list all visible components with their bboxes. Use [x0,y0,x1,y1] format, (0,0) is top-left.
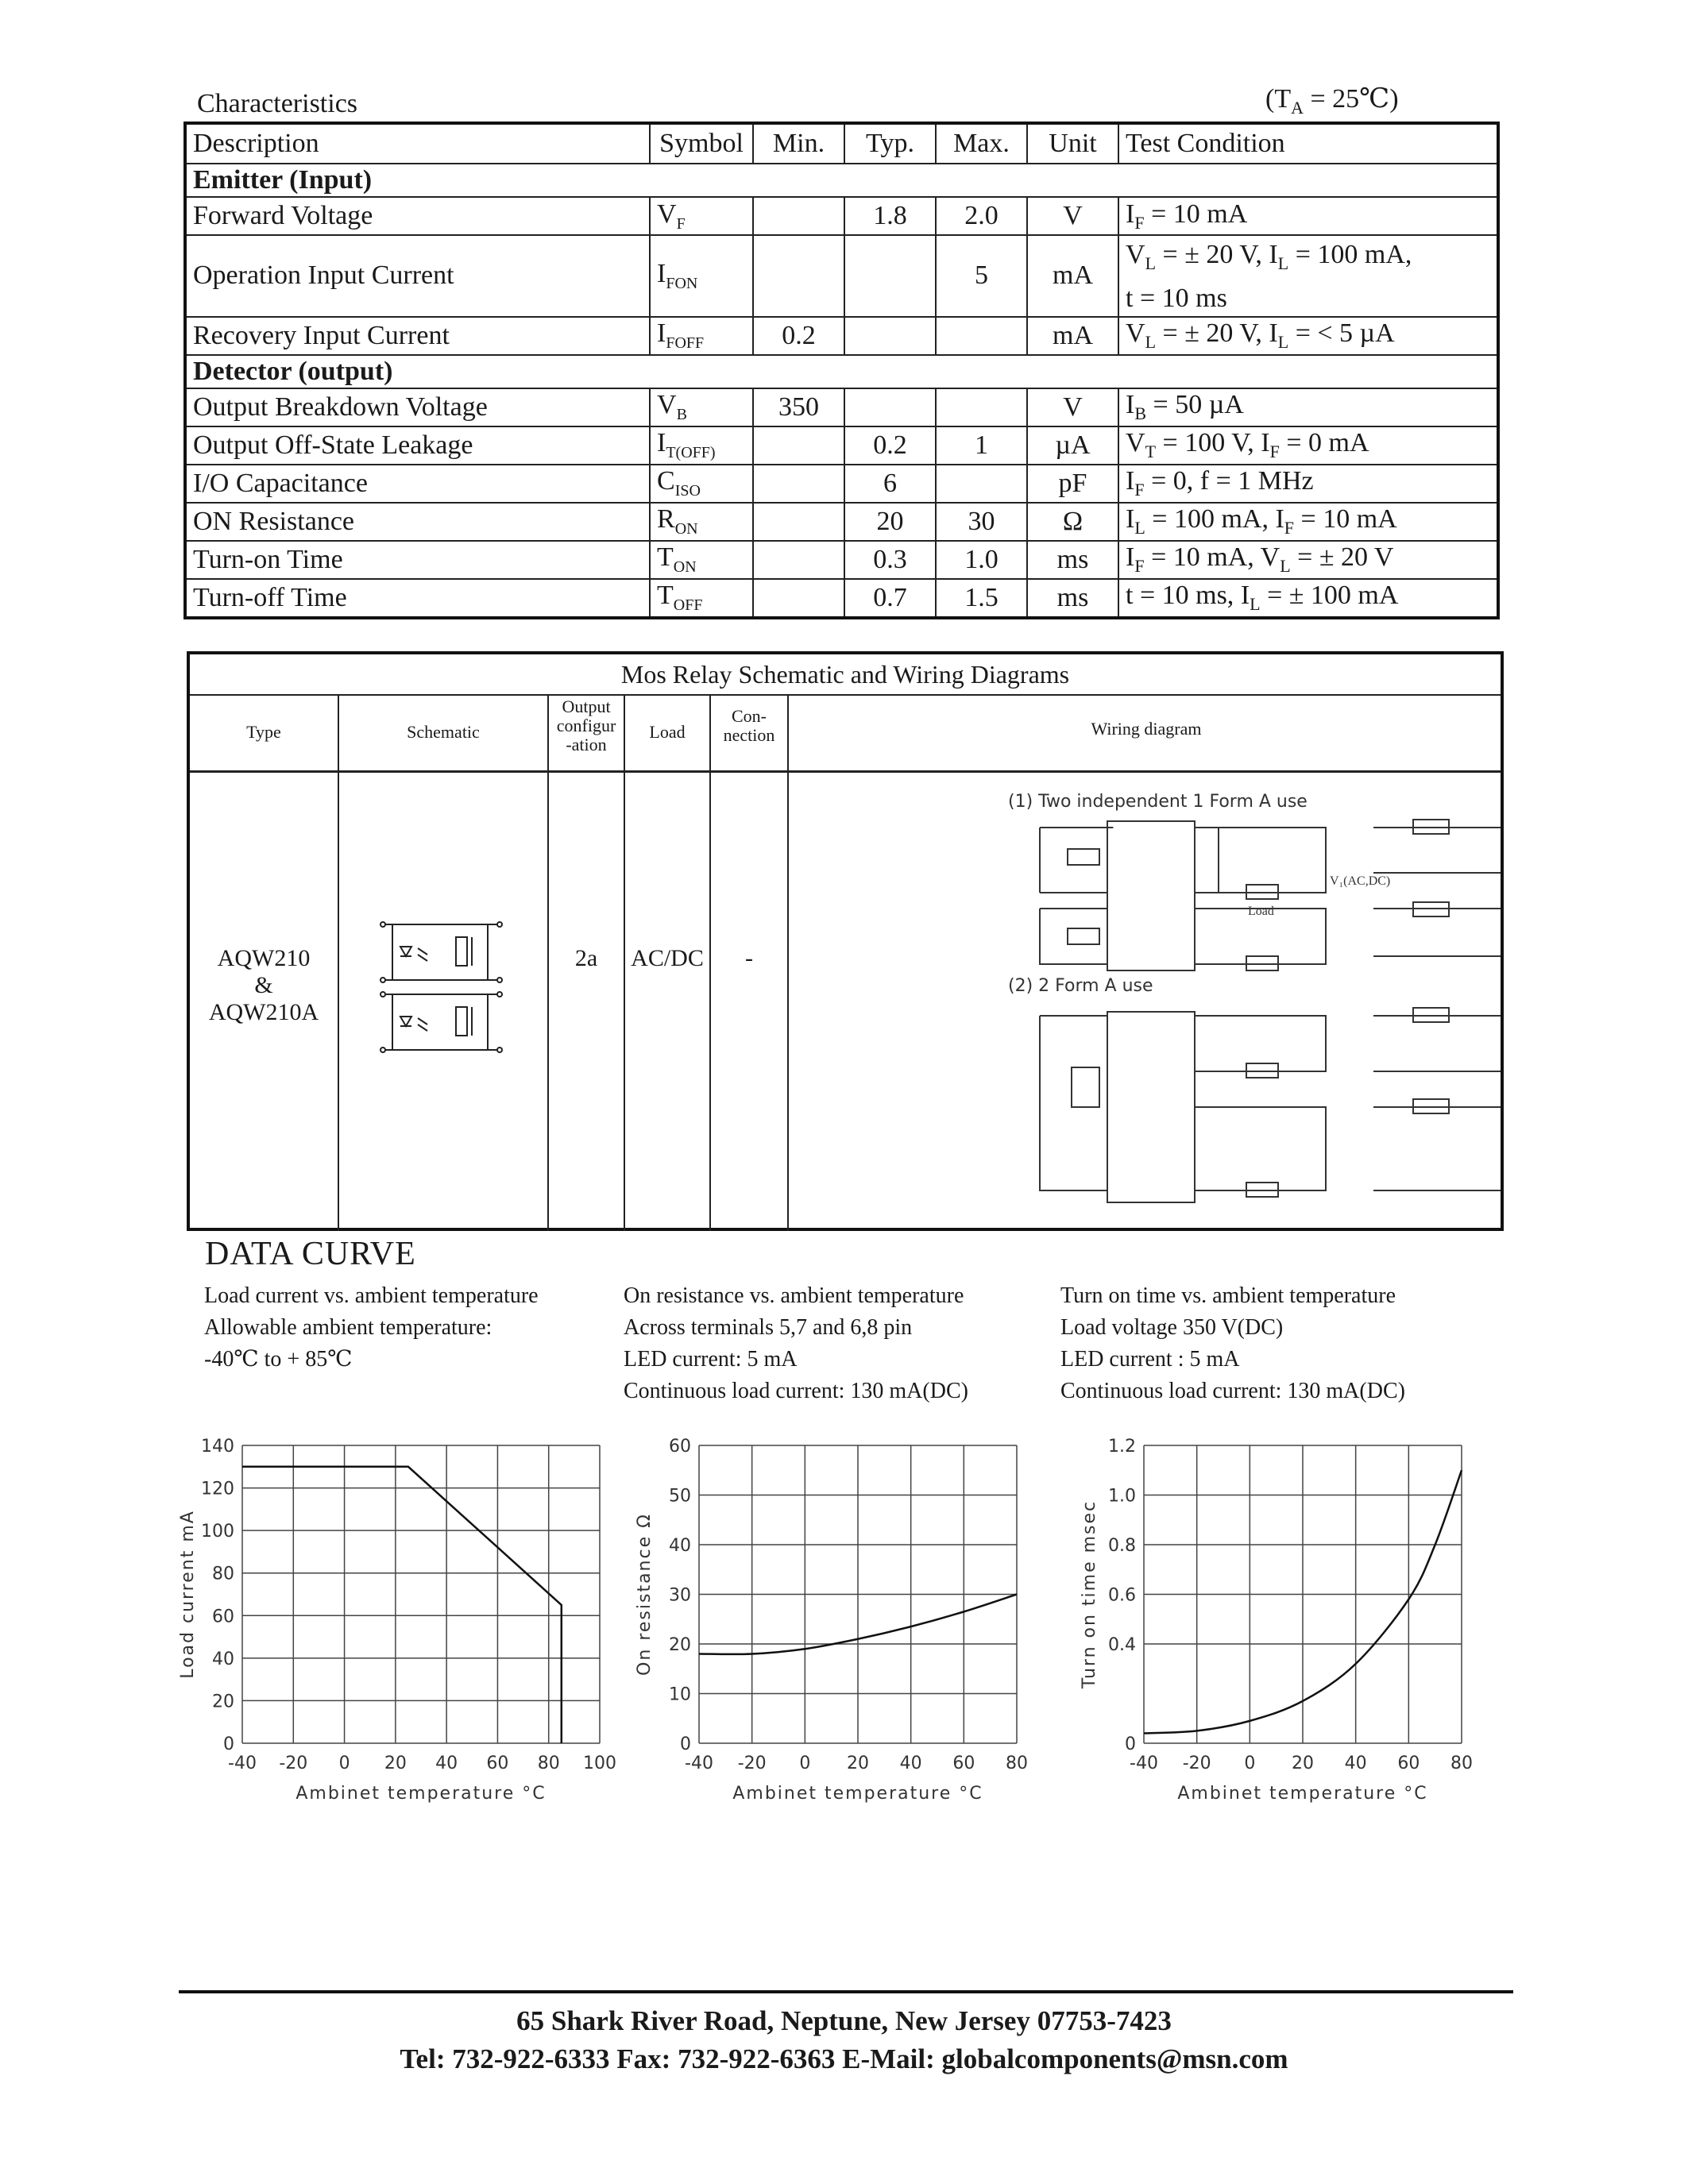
x-tick-label: 60 [1397,1754,1420,1773]
cell-description: Turn-off Time [185,579,650,618]
y-axis-label: Load current mA [178,1510,198,1679]
cell-max [936,388,1027,426]
footer-contact: Tel: 732-922-6333 Fax: 732-922-6363 E-Mail: globalcomponents@msn.com [400,2043,1288,2074]
y-tick-label: 1.0 [1108,1486,1136,1507]
cell-symbol: $I_{FOFF}$ [650,317,753,355]
col-description: Description [185,123,650,164]
y-tick-label: 10 [669,1684,691,1705]
table-row [185,579,1498,618]
cell-max: 30 [936,503,1027,541]
section-emitter: Emitter (Input) [185,164,1498,197]
caption-on-resistance: On resistance vs. ambient temperature Across terminals 5,7 and 6,8 pin LED current: 5 mA Continuous load current: 130 mA(DC) [624,1283,968,1403]
cell-typ: 1.8 [844,197,936,235]
cell-description: Operation Input Current [185,235,650,317]
y-tick-label: 20 [212,1692,234,1712]
hdr-wiring: Wiring diagram [1091,719,1202,739]
x-tick-label: 60 [952,1754,975,1773]
y-axis-label: Turn on time msec [1080,1499,1099,1689]
cell-unit: mA [1027,235,1118,317]
x-tick-label: -20 [1182,1754,1211,1773]
x-tick-label: 80 [1450,1754,1473,1773]
x-tick-label: 40 [1344,1754,1367,1773]
x-tick-label: 60 [486,1754,509,1773]
relay-title: Mos Relay Schematic and Wiring Diagrams [620,660,1070,689]
y-tick-label: 20 [669,1635,691,1655]
x-tick-label: -40 [1130,1754,1158,1773]
y-tick-label: 120 [201,1479,234,1499]
x-tick-label: 40 [899,1754,922,1773]
table-row [185,235,1498,317]
relay-diagram-table [187,651,1504,1231]
y-tick-label: 0 [680,1734,691,1754]
col-max: Max. [936,123,1027,164]
x-tick-label: 80 [1006,1754,1028,1773]
hdr-output: Output configur -ation [556,696,616,754]
wiring-diagram [802,774,1501,1218]
x-tick-label: 100 [583,1754,616,1773]
y-tick-label: 140 [201,1437,234,1457]
y-tick-label: 60 [669,1437,691,1457]
cell-unit: pF [1027,465,1118,503]
cell-description: Forward Voltage [185,197,650,235]
y-tick-label: 30 [669,1585,691,1606]
x-tick-label: -40 [228,1754,257,1773]
temperature-condition: ($T_A$ = 25℃) [1265,84,1399,118]
x-axis-label: Ambinet temperature °C [295,1784,547,1804]
wiring-use-2: (2) 2 Form A use [1008,976,1153,996]
cell-typ: 0.3 [844,541,936,579]
hdr-type: Type [246,722,281,742]
cell-test-condition: $I_F = 10$ mA [1118,197,1498,235]
cell-typ [844,317,936,355]
cell-unit: V [1027,388,1118,426]
y-tick-label: 0.8 [1108,1536,1136,1556]
emitter-rows [185,197,1498,355]
y-tick-label: 40 [212,1649,234,1669]
x-tick-label: -40 [685,1754,713,1773]
y-tick-label: 0.6 [1108,1585,1136,1606]
cell-typ: 20 [844,503,936,541]
vl-label: V₁(AC,DC) [1330,874,1391,888]
cell-symbol: $I_{T(OFF)}$ [650,426,753,465]
x-axis-label: Ambinet temperature °C [1177,1784,1428,1804]
x-tick-label: -20 [737,1754,767,1773]
section-row [185,164,1498,197]
cell-description: Recovery Input Current [185,317,650,355]
caption-load-current: Load current vs. ambient temperature Allowable ambient temperature: -40℃ to + 85℃ [204,1283,539,1372]
cell-min [753,197,844,235]
cell-min [753,426,844,465]
cell-unit: ms [1027,541,1118,579]
load-cell: AC/DC [631,945,704,971]
cell-typ: 0.2 [844,426,936,465]
cell-symbol: $T_{OFF}$ [650,579,753,618]
col-test-condition: Test Condition [1118,123,1498,164]
x-tick-label: 0 [1244,1754,1256,1773]
cell-min [753,541,844,579]
cell-max: 1.0 [936,541,1027,579]
chart-load-current [167,1422,620,1811]
cell-typ [844,388,936,426]
footer-address: 65 Shark River Road, Neptune, New Jersey 07753-7423 [516,2005,1172,2036]
cell-min [753,503,844,541]
cell-max: 5 [936,235,1027,317]
x-tick-label: -20 [279,1754,308,1773]
section-detector: Detector (output) [185,355,1498,388]
cell-unit: µA [1027,426,1118,465]
y-tick-label: 0 [1125,1734,1136,1754]
output-cell: 2a [574,945,598,971]
cell-test-condition: $I_L = 100$ mA, $I_F = 10$ mA [1118,503,1498,541]
table-header-row [185,123,1498,164]
section-row [185,355,1498,388]
cell-description: Turn-on Time [185,541,650,579]
cell-min [753,235,844,317]
cell-typ: 6 [844,465,936,503]
cell-min: 350 [753,388,844,426]
x-tick-label: 20 [847,1754,869,1773]
y-tick-label: 1.2 [1108,1437,1136,1457]
cell-symbol: $R_{ON}$ [650,503,753,541]
cell-description: Output Off-State Leakage [185,426,650,465]
cell-description: ON Resistance [185,503,650,541]
table-row [185,317,1498,355]
y-tick-label: 60 [212,1607,234,1627]
y-tick-label: 100 [201,1522,234,1542]
cell-min [753,465,844,503]
table-row [185,503,1498,541]
y-tick-label: 50 [669,1486,691,1507]
footer-divider [179,1990,1513,1993]
hdr-load: Load [649,722,686,742]
hdr-connection: Con- nection [723,706,775,745]
cell-typ: 0.7 [844,579,936,618]
cell-symbol: $V_B$ [650,388,753,426]
table-row [185,388,1498,426]
cell-description: Output Breakdown Voltage [185,388,650,426]
table-row [185,465,1498,503]
cell-test-condition: $V_T = 100$ V, $I_F = 0$ mA [1118,426,1498,465]
series-line [242,1467,562,1743]
cell-symbol: $I_{FON}$ [650,235,753,317]
y-tick-label: 0 [223,1734,234,1754]
table-row [185,197,1498,235]
x-axis-label: Ambinet temperature °C [732,1784,983,1804]
y-tick-label: 80 [212,1564,234,1584]
cell-test-condition: $I_F = 10$ mA, $V_L$ = ± 20 V [1118,541,1498,579]
col-unit: Unit [1027,123,1118,164]
cell-max: 1 [936,426,1027,465]
cell-test-condition: $I_B = 50$ µA [1118,388,1498,426]
caption-turn-on-time: Turn on time vs. ambient temperature Load voltage 350 V(DC) LED current : 5 mA Continuous load current: 130 mA(DC) [1060,1283,1405,1403]
x-tick-label: 40 [435,1754,458,1773]
cell-typ [844,235,936,317]
cell-symbol: $V_F$ [650,197,753,235]
y-tick-label: 0.4 [1108,1635,1136,1655]
wiring-use-1: (1) Two independent 1 Form A use [1008,792,1308,812]
cell-unit: Ω [1027,503,1118,541]
x-tick-label: 0 [338,1754,350,1773]
cell-symbol: $T_{ON}$ [650,541,753,579]
load-label: Load [1248,905,1274,918]
cell-max: 1.5 [936,579,1027,618]
chart-turn-on-time [1064,1422,1493,1811]
table-row [185,426,1498,465]
cell-min: 0.2 [753,317,844,355]
data-curve-title: DATA CURVE [205,1236,416,1272]
x-tick-label: 0 [799,1754,811,1773]
cell-min [753,579,844,618]
cell-test-condition: t = 10 ms, $I_L$ = ± 100 mA [1118,579,1498,618]
cell-test-condition: $V_L$ = ± 20 V, $I_L$ = < 5 µA [1118,317,1498,355]
cell-test-condition: $V_L$ = ± 20 V, $I_L = 100$ mA, t = 10 ms [1118,235,1498,317]
cell-max [936,465,1027,503]
detector-rows [185,388,1498,618]
col-symbol: Symbol [650,123,753,164]
cell-max [936,317,1027,355]
y-tick-label: 40 [669,1536,691,1556]
cell-max: 2.0 [936,197,1027,235]
characteristics-title: Characteristics [197,89,358,118]
characteristics-table [183,122,1500,619]
cell-description: I/O Capacitance [185,465,650,503]
x-tick-label: 80 [537,1754,560,1773]
y-axis-label: On resistance Ω [635,1513,655,1676]
hdr-schematic: Schematic [407,722,480,742]
cell-unit: mA [1027,317,1118,355]
x-tick-label: 20 [1292,1754,1314,1773]
x-tick-label: 20 [384,1754,407,1773]
table-row [185,541,1498,579]
connection-cell: - [745,945,753,971]
cell-unit: V [1027,197,1118,235]
type-cell: AQW210 & AQW210A [208,945,319,1025]
cell-test-condition: $I_F = 0$, f = 1 MHz [1118,465,1498,503]
col-min: Min. [753,123,844,164]
chart-on-resistance [620,1422,1049,1811]
schematic-symbol [377,915,512,1066]
cell-symbol: $C_{ISO}$ [650,465,753,503]
col-typ: Typ. [844,123,936,164]
cell-unit: ms [1027,579,1118,618]
